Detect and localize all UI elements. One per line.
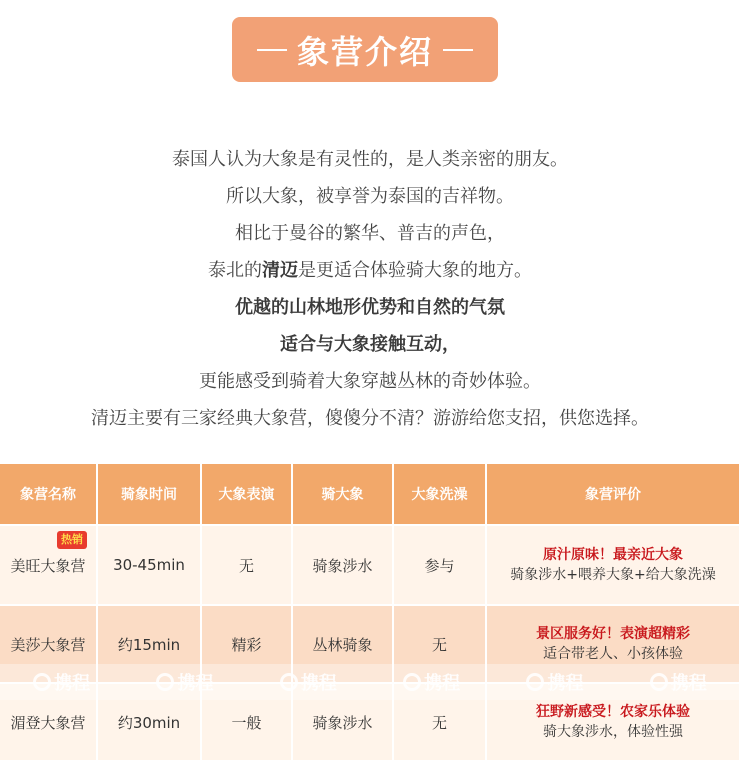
intro-line: 清迈主要有三家经典大象营，傻傻分不清？游游给您支招，供您选择。 xyxy=(91,408,649,429)
intro-text-part: 泰北的 xyxy=(208,260,262,281)
intro-line: 相比于曼谷的繁华、普吉的声色， xyxy=(235,223,505,244)
banner-dash-left xyxy=(257,49,287,51)
show-value: 一般 xyxy=(201,683,292,761)
evaluation-desc: 骑象涉水+喂养大象+给大象洗澡 xyxy=(510,567,716,583)
header-ride-time: 骑象时间 xyxy=(97,464,201,525)
show-value: 精彩 xyxy=(201,605,292,683)
bath-value: 无 xyxy=(393,683,486,761)
table-row xyxy=(0,605,740,683)
camp-name: 美旺大象营 xyxy=(10,556,86,575)
intro-line xyxy=(0,252,740,289)
hot-badge: 热销 xyxy=(57,531,87,549)
intro-line-bold: 优越的山林地形优势和自然的气氛 xyxy=(235,297,505,318)
intro-line: 更能感受到骑着大象穿越丛林的奇妙体验。 xyxy=(199,371,541,392)
table-header-row xyxy=(0,464,740,525)
intro-line: 所以大象，被享誉为泰国的吉祥物。 xyxy=(226,186,514,207)
banner-dash-right xyxy=(443,49,473,51)
watermark-text: 携程 xyxy=(300,673,337,694)
ride-value: 骑象涉水 xyxy=(292,525,393,605)
intro-line-bold: 适合与大象接触互动， xyxy=(280,334,460,355)
evaluation-cell xyxy=(486,605,740,683)
bath-value: 参与 xyxy=(393,525,486,605)
intro-text xyxy=(0,141,740,437)
banner-title: 象营介绍 xyxy=(296,32,433,71)
header-evaluation: 象营评价 xyxy=(486,464,740,525)
camp-name-cell xyxy=(0,525,97,605)
bath-value: 无 xyxy=(393,605,486,683)
evaluation-cell xyxy=(486,683,740,761)
section-banner xyxy=(232,17,498,82)
table-row xyxy=(0,683,740,761)
intro-text-part: 是更适合体验骑大象的地方。 xyxy=(298,260,532,281)
evaluation-highlight: 狂野新感受！农家乐体验 xyxy=(536,704,690,720)
show-value: 无 xyxy=(201,525,292,605)
intro-chiangmai: 清迈 xyxy=(262,260,298,281)
watermark-text: 携程 xyxy=(54,673,91,694)
ride-time: 约30min xyxy=(97,683,201,761)
intro-line: 泰国人认为大象是有灵性的，是人类亲密的朋友。 xyxy=(172,149,568,170)
ride-value: 丛林骑象 xyxy=(292,605,393,683)
camp-name-cell xyxy=(0,605,97,683)
header-bath: 大象洗澡 xyxy=(393,464,486,525)
ride-time: 30-45min xyxy=(97,525,201,605)
evaluation-cell xyxy=(486,525,740,605)
evaluation-highlight: 景区服务好！表演超精彩 xyxy=(536,626,690,642)
watermark-text: 携程 xyxy=(424,673,461,694)
evaluation-highlight: 原汁原味！最亲近大象 xyxy=(543,547,683,563)
header-ride: 骑大象 xyxy=(292,464,393,525)
camp-name: 湄登大象营 xyxy=(10,713,86,732)
evaluation-desc: 骑大象涉水，体验性强 xyxy=(543,724,683,740)
header-camp-name: 象营名称 xyxy=(0,464,97,525)
watermark-text: 携程 xyxy=(177,673,214,694)
camp-name-cell xyxy=(0,683,97,761)
watermark-text: 携程 xyxy=(547,673,584,694)
ride-value: 骑象涉水 xyxy=(292,683,393,761)
evaluation-desc: 适合带老人、小孩体验 xyxy=(543,646,683,662)
ride-time: 约15min xyxy=(97,605,201,683)
table-row xyxy=(0,525,740,605)
camp-comparison-table xyxy=(0,464,740,762)
camp-name: 美莎大象营 xyxy=(10,635,86,654)
header-show: 大象表演 xyxy=(201,464,292,525)
watermark-text: 携程 xyxy=(670,673,707,694)
